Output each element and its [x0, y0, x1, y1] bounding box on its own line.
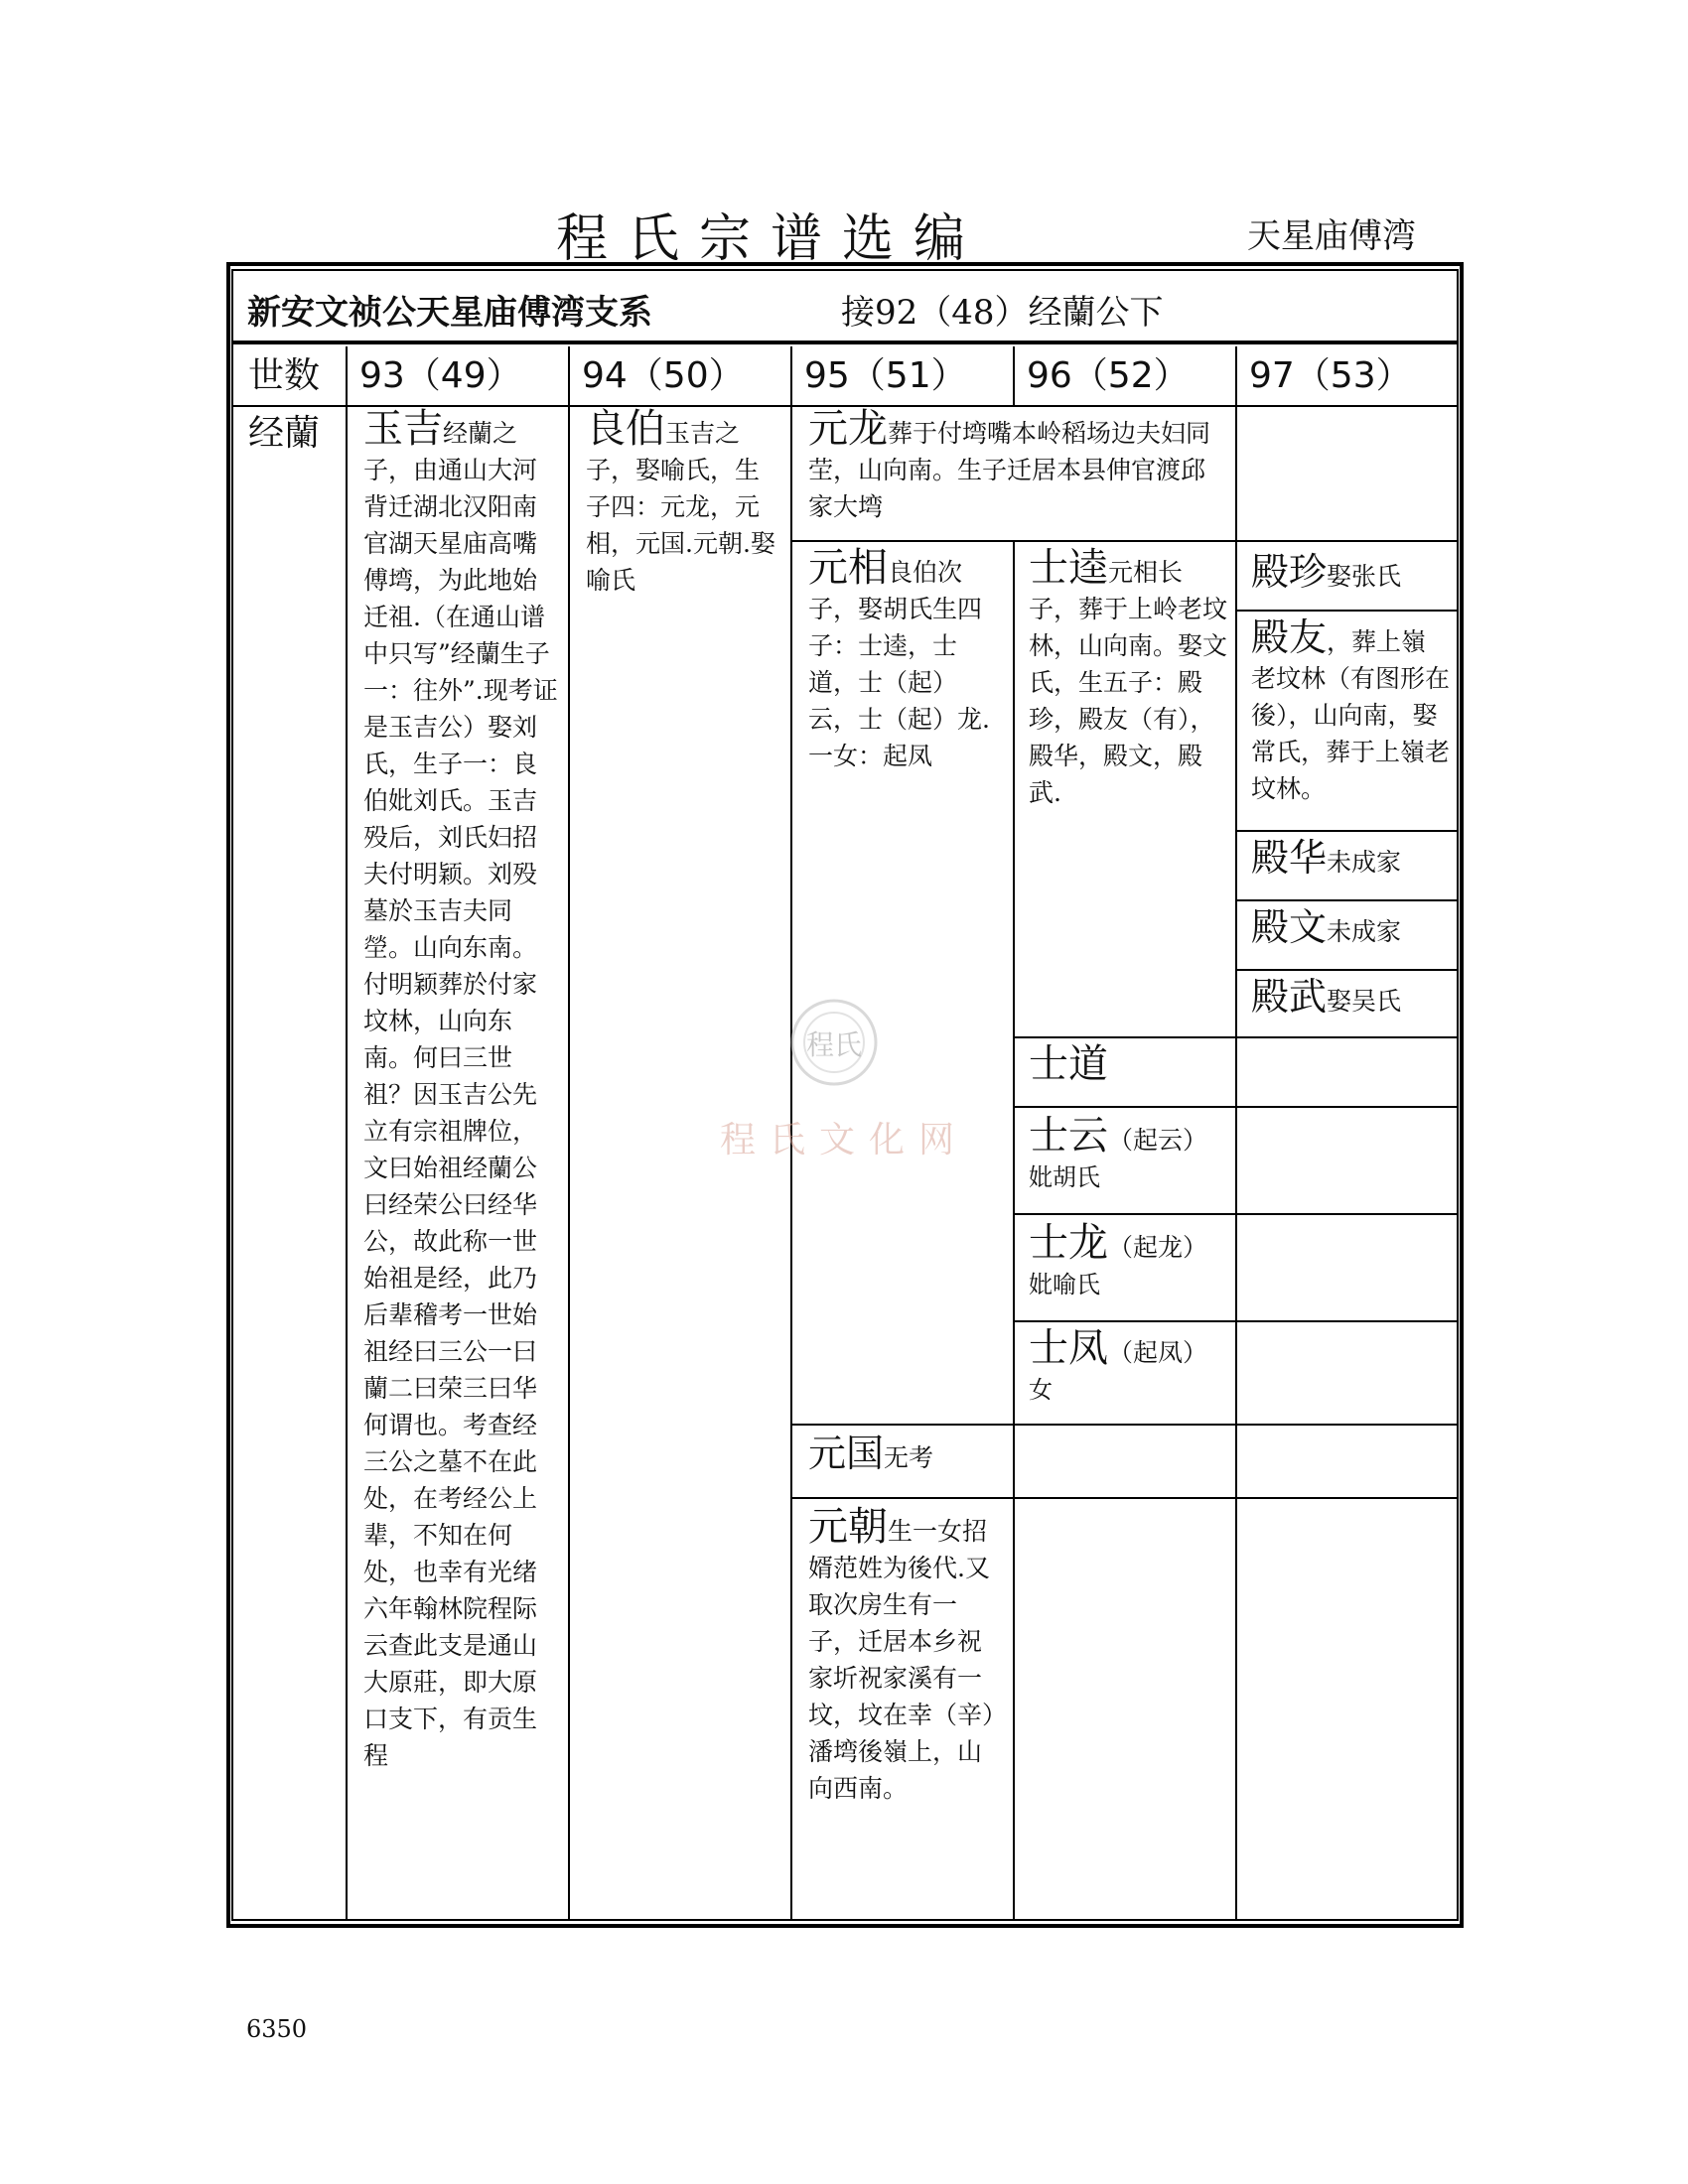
- entry-dianwen: [1251, 905, 1450, 950]
- name-yuanchao: 元朝: [808, 1504, 888, 1550]
- banner-subtitle: 接92（48）经蘭公下: [841, 293, 1164, 333]
- row-line-shidao: [1013, 1106, 1457, 1108]
- row-line-yuanlong: [790, 540, 1457, 542]
- header-col-93: 93（49）: [359, 355, 522, 396]
- entry-shiyun: [1029, 1113, 1227, 1196]
- row-line-yuanxiang: [790, 1424, 1457, 1426]
- row-line-shiyun: [1013, 1213, 1457, 1215]
- text-liangbo: 玉吉之子，娶喻氏，生子四：元龙，元相，元国.元朝.娶喻氏: [586, 419, 775, 595]
- entry-shilong: [1029, 1220, 1227, 1303]
- name-yuanlong: 元龙: [808, 406, 888, 452]
- entry-dianyou: [1251, 615, 1451, 807]
- name-dianyou: 殿友: [1251, 615, 1328, 659]
- place-label: 天星庙傅湾: [1247, 216, 1416, 256]
- header-generation: 世数: [248, 355, 321, 396]
- col-line-2: [568, 346, 570, 1920]
- name-dianwu: 殿武: [1251, 975, 1328, 1019]
- name-shilong: 士龙: [1029, 1220, 1108, 1266]
- name-shikui: 士逵: [1029, 545, 1108, 591]
- text-dianwen: 未成家: [1327, 917, 1402, 946]
- alias-shifeng: （起凤）: [1108, 1338, 1208, 1367]
- alias-shilong: （起龙）: [1108, 1233, 1208, 1262]
- text-dianzhen: 娶张氏: [1327, 562, 1402, 591]
- row-line-dianzhen: [1235, 610, 1457, 612]
- text-dianyou: ，葬上嶺老坟林（有图形在後），山向南，娶常氏，葬于上嶺老坟林。: [1251, 627, 1451, 803]
- watermark-logo: [710, 993, 988, 1181]
- header-col-97: 97（53）: [1249, 355, 1412, 396]
- page-title: 程氏宗谱选编: [556, 209, 986, 269]
- text-shiyun: 妣胡氏: [1029, 1163, 1100, 1191]
- col-line-4b: [1013, 540, 1015, 1920]
- entry-yuanguo: [808, 1432, 1225, 1476]
- header-col-95: 95（51）: [804, 355, 967, 396]
- row-line-dianwen: [1235, 969, 1457, 971]
- name-shifeng: 士凤: [1029, 1325, 1108, 1371]
- text-dianhua: 未成家: [1327, 848, 1402, 877]
- entry-yuanchao: [808, 1504, 1005, 1807]
- text-dianwu: 娶吴氏: [1327, 987, 1402, 1016]
- entry-dianhua: [1251, 836, 1450, 881]
- name-dianzhen: 殿珍: [1251, 550, 1328, 594]
- name-yuanguo: 元国: [808, 1432, 885, 1475]
- col-line-1: [346, 346, 348, 1920]
- entry-yuanxiang: [808, 545, 1005, 774]
- name-yuji: 玉吉: [363, 406, 443, 452]
- page-number: 6350: [246, 2015, 308, 2043]
- name-liangbo: 良伯: [586, 406, 665, 452]
- name-shidao: 士道: [1029, 1041, 1108, 1087]
- entry-dianwu: [1251, 975, 1450, 1020]
- text-shifeng: 女: [1029, 1376, 1053, 1404]
- lineage-banner: [233, 271, 1457, 344]
- name-yuanxiang: 元相: [808, 545, 888, 591]
- entry-shifeng: [1029, 1325, 1227, 1409]
- row-line-dianhua: [1235, 899, 1457, 901]
- col-line-4a: [1013, 346, 1015, 406]
- row-line-shikui: [1013, 1036, 1457, 1038]
- banner-title: 新安文祯公天星庙傅湾支系: [247, 293, 652, 333]
- text-yuanxiang: 良伯次子，娶胡氏生四子：士逵，士道，士（起）云，士（起）龙.一女：起凤: [808, 558, 990, 770]
- watermark-seal: 程氏: [805, 1028, 863, 1061]
- entry-shidao: [1029, 1041, 1227, 1087]
- text-yuanguo: 无考: [884, 1443, 934, 1472]
- entry-shikui: [1029, 545, 1228, 811]
- header-col-94: 94（50）: [582, 355, 745, 396]
- text-yuanchao: 生一女招婿范姓为後代.又取次房生有一子，迁居本乡祝家圻祝家溪有一坟，坟在幸（辛）潘塆後嶺上，山向西南。: [808, 1517, 995, 1803]
- entry-liangbo: [586, 406, 780, 599]
- entry-dianzhen: [1251, 550, 1450, 595]
- row-line-dianyou: [1235, 830, 1457, 832]
- header-col-96: 96（52）: [1027, 355, 1190, 396]
- entry-yuanlong: [808, 406, 1225, 525]
- name-shiyun: 士云: [1029, 1113, 1108, 1159]
- name-dianwen: 殿文: [1251, 905, 1328, 949]
- text-shilong: 妣喻氏: [1029, 1271, 1100, 1298]
- text-yuanlong: 葬于付塆嘴本岭稻场边夫妇同茔，山向南。生子迁居本县伸官渡邱家大塆: [808, 419, 1211, 521]
- row-label: 经蘭: [248, 413, 321, 454]
- watermark-text: 程氏文化网: [720, 1120, 969, 1160]
- text-shikui: 元相长子，葬于上岭老坟林，山向南。娶文氏，生五子：殿珍，殿友（有），殿华，殿文，殿武.: [1029, 558, 1228, 807]
- entry-yuji: [363, 406, 558, 1774]
- col-line-5: [1235, 346, 1237, 1920]
- row-line-yuanguo: [790, 1497, 1457, 1499]
- alias-shiyun: （起云）: [1108, 1126, 1208, 1155]
- name-dianhua: 殿华: [1251, 836, 1328, 880]
- row-line-shilong: [1013, 1320, 1457, 1322]
- text-yuji: 经蘭之子，由通山大河背迁湖北汉阳南官湖天星庙高嘴傅塆，为此地始迁祖.（在通山谱中只写”经蘭生子一：往外”.现考证是玉吉公）娶刘氏，生子一：良伯妣刘氏。玉吉殁后，刘氏妇招夫付明颖。刘殁墓於玉吉夫同塋。山向东南。付明颖葬於付家坟林，山向东南。何曰三世祖？因玉吉公先立有宗祖牌位，文曰始祖经蘭公曰经荣公曰经华公，故此称一世始祖是经，此乃后辈稽考一世始祖经曰三公一曰蘭二曰荣三曰华何谓也。考查经三公之墓不在此处，在考经公上辈，不知在何处，也幸有光绪六年翰林院程际云查此支是通山大原莊，即大原口支下，有贡生程: [363, 419, 558, 1770]
